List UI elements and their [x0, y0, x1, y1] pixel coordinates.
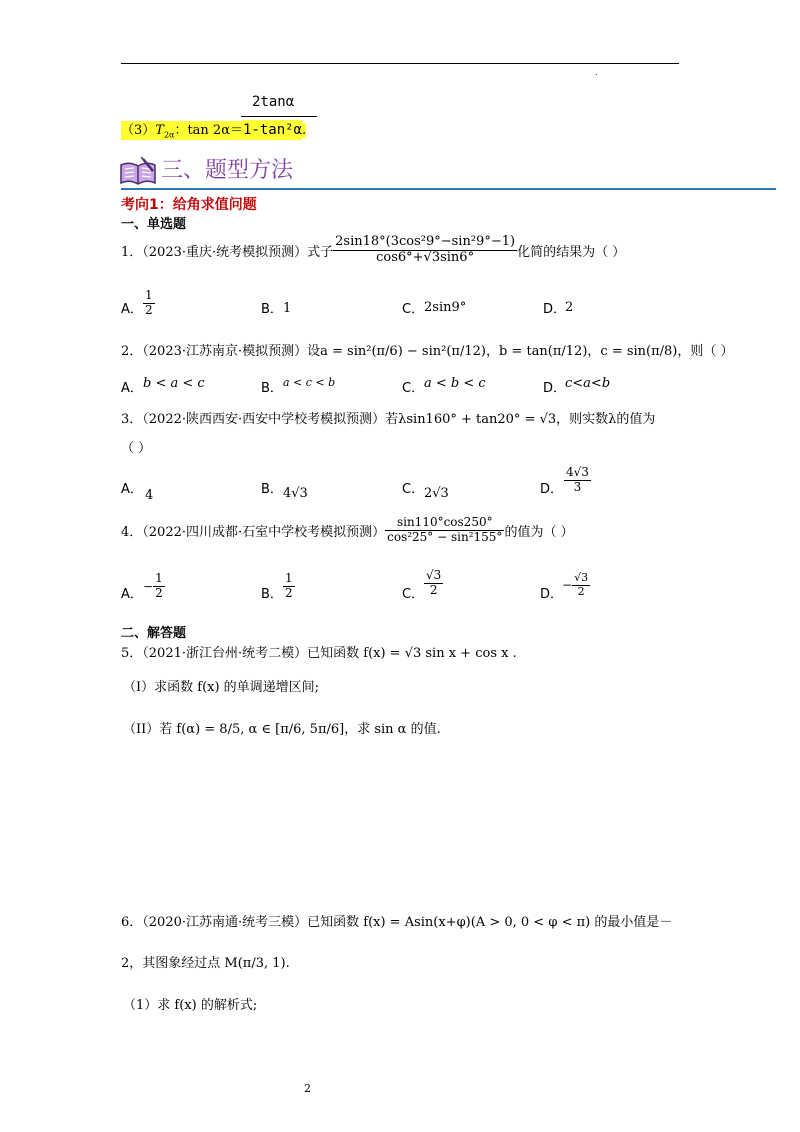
q4-frac-num: sin110°cos250° [385, 516, 504, 531]
formula3-fraction-bar [241, 116, 317, 117]
q3-option-d: $\frac{4√3}{3}$ [566, 465, 589, 494]
q3-option-b-label[interactable]: B． [261, 482, 283, 497]
q6-stem: 6．（2020·江苏南通·统考三模）已知函数 f(x) = Asin(x+φ)(A > 0, 0 < φ < π) 的最小值是－ [121, 915, 673, 930]
part2-title: 二、解答题 [121, 626, 187, 641]
page-number: 2 [304, 1082, 311, 1095]
formula3-label: （3） [121, 123, 156, 138]
q1-frac-num: 2sin18°(3cos²9°−sin²9°−1) [335, 234, 516, 249]
q4-fraction [385, 516, 504, 545]
q2-stem: 2．（2023·江苏南京·模拟预测）设a = sin²(π/6) − sin²(π/12)，b = tan(π/12)，c = sin(π/8)，则（ ） [121, 344, 734, 359]
q2-option-d: c<a<b [565, 376, 611, 391]
q4-option-a: − $\frac{1}{2}$ [143, 571, 163, 600]
q2-option-c: a < b < c [424, 376, 486, 391]
direction-label: 考向1：给角求值问题 [121, 197, 257, 213]
formula3-sub: 2α [163, 130, 175, 140]
q1-option-d: 2 [565, 300, 574, 315]
q1-frac-den: cos6°+√3sin6° [376, 249, 475, 265]
q1-option-b-label[interactable]: B． [261, 302, 283, 317]
q3-option-b: 4√3 [283, 486, 308, 501]
header-rule [121, 63, 679, 64]
formula3-numerator: 2tanα [252, 94, 295, 110]
q2-option-a: b < a < c [143, 376, 205, 391]
q3-option-a: 4 [145, 488, 154, 503]
q5-stem: 5．（2021·浙江台州·统考二模）已知函数 f(x) = √3 sin x + cos x . [121, 646, 517, 661]
q3-stem2: （ ） [121, 441, 152, 456]
q3-stem: 3．（2022·陕西西安·西安中学校考模拟预测）若λsin160° + tan20° = √3，则实数λ的值为 [121, 412, 656, 427]
book-icon [119, 157, 157, 191]
q4-stem-post: 的值为（ ） [504, 524, 574, 540]
q4-option-d: − $\frac{√3}{2}$ [562, 571, 589, 598]
q4-option-a-label[interactable]: A． [121, 587, 143, 602]
q1-stem-pre: 1．（2023·重庆·统考模拟预测）式子 [121, 244, 334, 260]
q4-option-b: $\frac{1}{2}$ [285, 571, 293, 600]
q5-sub1: （I）求函数 f(x) 的单调递增区间; [123, 680, 320, 695]
q3-option-a-label[interactable]: A． [121, 482, 143, 497]
header-dot: . [595, 68, 598, 77]
q1-stem [121, 235, 625, 266]
part1-title: 一、单选题 [121, 217, 187, 232]
q3-option-d-label[interactable]: D． [540, 482, 564, 497]
formula3-t: T [155, 123, 164, 138]
q1-option-c: 2sin9° [424, 300, 467, 315]
q4-option-d-label[interactable]: D． [540, 587, 564, 602]
q2-option-a-label[interactable]: A． [121, 381, 143, 396]
q3-option-c: 2√3 [424, 486, 449, 501]
q1-option-d-label[interactable]: D． [543, 302, 567, 317]
q4-stem [121, 516, 574, 545]
q2-option-b-label[interactable]: B． [261, 381, 283, 396]
q4-option-c: $\frac{√3}{2}$ [426, 568, 442, 597]
q2-option-d-label[interactable]: D． [543, 381, 567, 396]
q4-option-c-label[interactable]: C． [402, 587, 425, 602]
q2-option-b: a < c < b [283, 376, 336, 389]
q1-option-a-label[interactable]: A． [121, 302, 143, 317]
q1-option-a: $\frac{1}{2}$ [145, 288, 153, 317]
section-title: 三、题型方法 [161, 158, 294, 183]
q4-stem-pre: 4．（2022·四川成都·石室中学校考模拟预测） [121, 524, 386, 540]
formula3-line [121, 119, 306, 140]
q4-frac-den: cos²25° − sin²155° [387, 529, 503, 544]
formula3-end: . [302, 123, 307, 138]
q1-option-c-label[interactable]: C． [402, 302, 425, 317]
section-rule [121, 188, 776, 190]
q4-option-b-label[interactable]: B． [261, 587, 283, 602]
formula3-denominator: 1-tan²α [242, 122, 302, 138]
q5-sub2: （II）若 f(α) = 8/5, α ∈ [π/6, 5π/6]，求 sin α 的值. [123, 722, 441, 737]
q6-sub1: （1）求 f(x) 的解析式; [123, 998, 258, 1013]
q1-stem-post: 化简的结果为（ ） [517, 244, 626, 260]
q1-option-b: 1 [283, 301, 292, 316]
q6-stem2: 2，其图象经过点 M(π/3, 1). [121, 956, 290, 971]
formula3-text: ：tan 2α＝ [174, 123, 243, 138]
q3-option-c-label[interactable]: C． [402, 482, 425, 497]
q2-option-c-label[interactable]: C． [402, 381, 425, 396]
q1-fraction [333, 235, 517, 266]
